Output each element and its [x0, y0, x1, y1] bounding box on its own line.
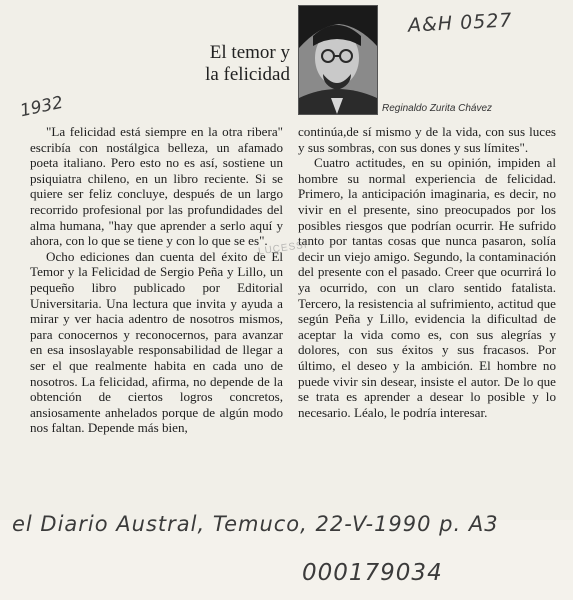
author-photo: [298, 5, 378, 115]
author-byline: Reginaldo Zurita Chávez: [382, 103, 493, 114]
title-line-2: la felicidad: [205, 64, 290, 85]
faded-stamp: LUCESSI: [257, 239, 309, 258]
handwritten-source-note: el Diario Austral, Temuco, 22-V-1990 p. A3: [12, 512, 499, 536]
article-column-right: [298, 124, 556, 420]
paragraph: Ocho ediciones dan cuenta del éxito de El Temor y la Felicidad de Sergio Peña y Lillo, un pequeño libro publicado por Editorial Universitaria. Una lectura que invita y ayuda a mirar y ver hacia adentro de nosotros mismos, para conocernos y reconocernos, para avanzar en esa insoslayable responsabilidad de llegar a ser el que realmente habita en cada uno de nosotros. La felicidad, afirma, no depende de la obtención de ciertos logros concretos, ansiosamente anhelados porque de algún modo nos faltan. Depende más bien,: [30, 248, 283, 436]
article-title: [165, 42, 290, 86]
handwritten-archive-code: A&H 0527: [407, 9, 514, 37]
paragraph: continúa,de sí mismo y de la vida, con sus luces y sus sombras, con sus dones y sus límites".: [298, 124, 556, 155]
handwritten-year: 1932: [18, 92, 65, 122]
handwritten-record-number: 000179034: [302, 560, 443, 586]
paragraph: Cuatro actitudes, en su opinión, impiden al hombre su normal experiencia de felicidad. Primero, la anticipación imaginaria, es decir, no vivir en el presente, sino preocupados por los posibles riesgos que podrían ocurrir. He sufrido tanto por tantas cosas que nunca pasaron, solía decir un viejo amigo. Segundo, la contaminación del presente con el pasado. Creer que ocurrirá lo ya ocurrido, con un claro sentido fatalista. Tercero, la resistencia al sufrimiento, actitud que según Peña y Lillo, evidencia la dificultad de aceptar la vida como es, con sus alegrías y dolores, con sus éxitos y sus fracasos. Por último, el deseo y la ambición. El hombre no puede vivir sin desear, insiste el autor. De lo que se trata es aprender a desear lo posible y lo necesario. Léalo, le podría interesar.: [298, 155, 556, 420]
paragraph: "La felicidad está siempre en la otra ribera" escribía con nostálgica belleza, un afamado poeta italiano. Pero esto no es así, sostiene un psiquiatra chileno, en un libro reciente. Si se quiere ser feliz concluye, después de un largo recorrido profesional por las profundidades del alma humana, "hay que aprender a serlo aquí y ahora, con lo que se tiene y con lo que se es".: [30, 124, 283, 249]
title-line-1: El temor y: [209, 42, 290, 63]
article-column-left: [30, 124, 283, 436]
author-portrait-icon: [299, 6, 377, 114]
